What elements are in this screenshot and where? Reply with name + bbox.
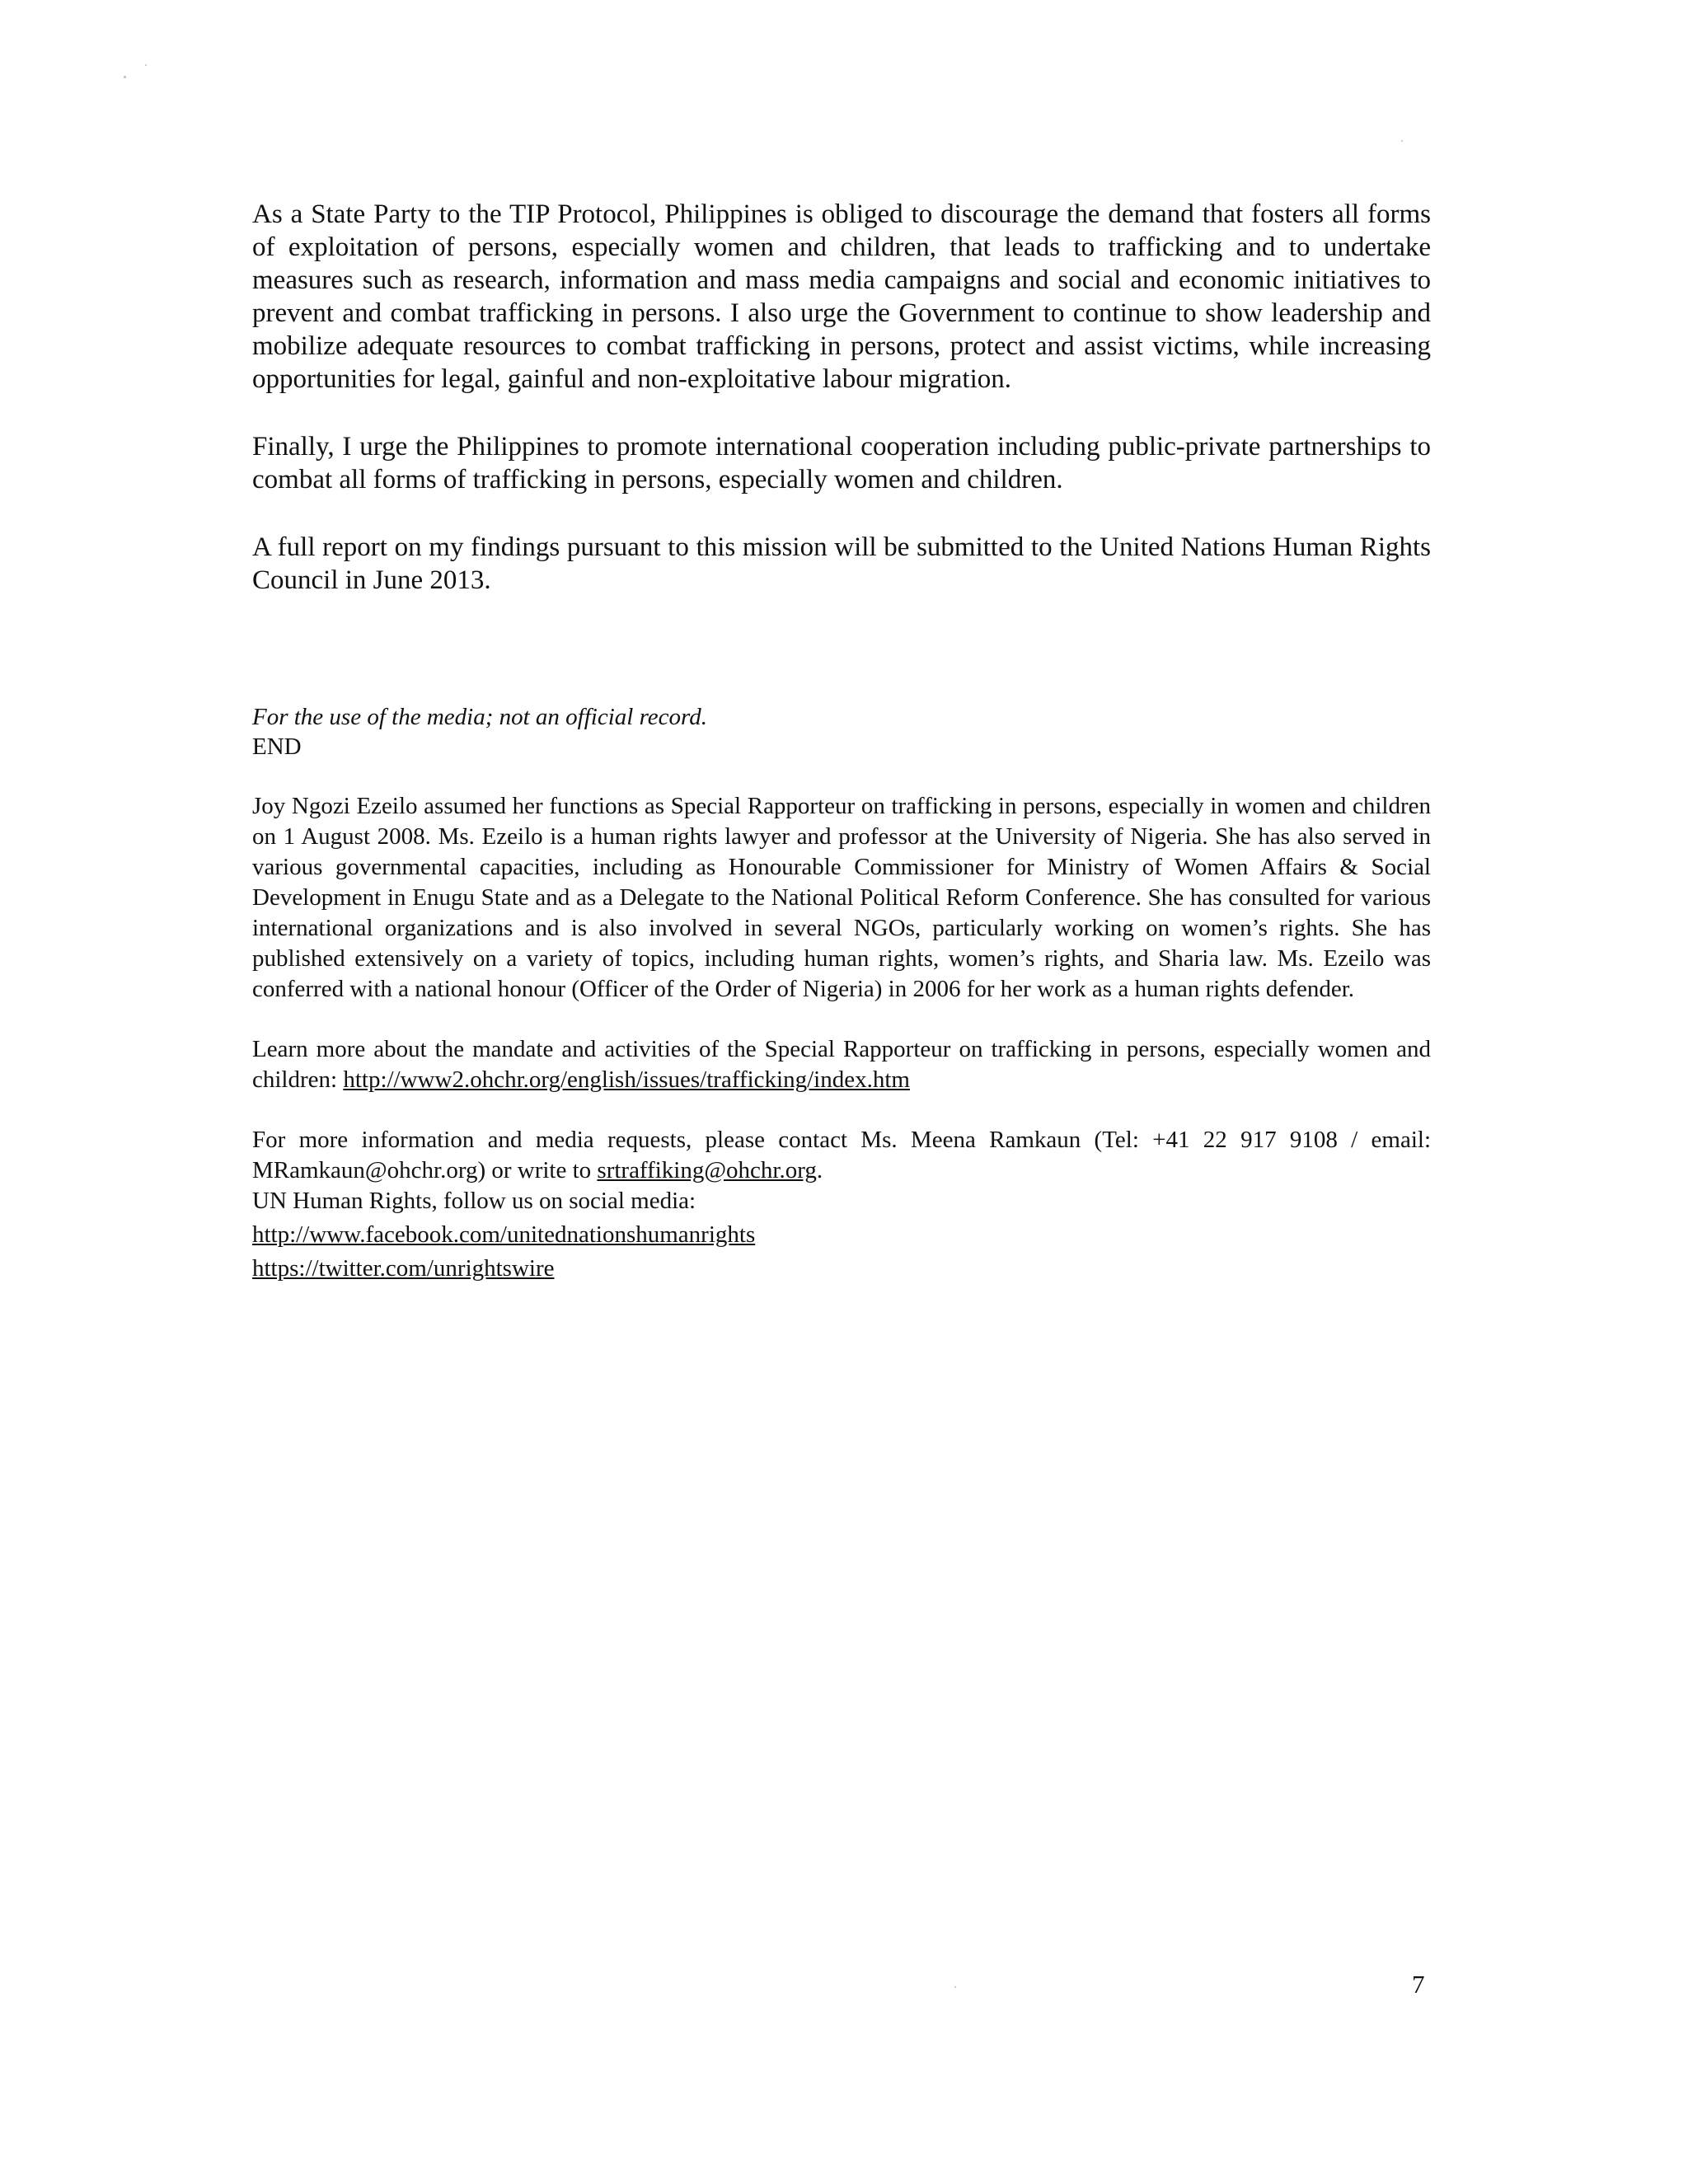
scan-speck [954, 1986, 956, 1988]
email-link[interactable]: srtraffiking@ohchr.org [597, 1157, 817, 1183]
scan-speck [1401, 140, 1403, 142]
paragraph-contact [252, 1125, 1431, 1284]
scan-speck [124, 76, 126, 78]
scan-speck [145, 64, 147, 66]
media-note [252, 702, 1431, 732]
media-note-text: For the use of the media; not an official record. [252, 704, 707, 730]
page-number: 7 [1412, 1970, 1425, 1999]
social-intro: UN Human Rights, follow us on social media: [252, 1188, 696, 1214]
contact-text-end: . [816, 1157, 823, 1183]
paragraph-biography: Joy Ngozi Ezeilo assumed her functions as Special Rapporteur on trafficking in persons, especially in women and children on 1 August 2008. Ms. Ezeilo is a human rights lawyer and professor at the University of Nigeria. She has also served in various governmental capacities, including as Honourable Commissioner for Ministry of Women Affairs & Social Development in Enugu State and as a Delegate to the National Political Reform Conference. She has consulted for various international organizations and is also involved in several NGOs, particularly working on women’s rights. She has published extensively on a variety of topics, including human rights, women’s rights, and Sharia law. Ms. Ezeilo was conferred with a national honour (Officer of the Order of Nigeria) in 2006 for her work as a human rights defender. [252, 793, 1431, 1002]
document-body [252, 198, 1431, 1284]
paragraph-learn-more [252, 1034, 1431, 1095]
facebook-link[interactable]: http://www.facebook.com/unitednationshumanrights [252, 1221, 756, 1248]
mandate-link[interactable]: http://www2.ohchr.org/english/issues/trafficking/index.htm [343, 1066, 910, 1093]
end-marker: END [252, 733, 302, 760]
contact-text: For more information and media requests, please contact Ms. Meena Ramkaun (Tel: +41 22 917 9108 / email: MRamkaun@ohchr.org) or write to [252, 1127, 1431, 1183]
twitter-link[interactable]: https://twitter.com/unrightswire [252, 1255, 555, 1282]
paragraph-full-report: A full report on my findings pursuant to this mission will be submitted to the United Nations Human Rights Council in June 2013. [252, 532, 1431, 595]
paragraph-tip-protocol: As a State Party to the TIP Protocol, Philippines is obliged to discourage the demand that fosters all forms of exploitation of persons, especially women and children, that leads to trafficking and to undertake measures such as research, information and mass media campaigns and social and economic initiatives to prevent and combat trafficking in persons. I also urge the Government to continue to show leadership and mobilize adequate resources to combat trafficking in persons, protect and assist victims, while increasing opportunities for legal, gainful and non-exploitative labour migration. [252, 199, 1431, 394]
paragraph-finally: Finally, I urge the Philippines to promote international cooperation including public-private partnerships to combat all forms of trafficking in persons, especially women and children. [252, 432, 1431, 494]
learn-more-text: Learn more about the mandate and activities of the Special Rapporteur on trafficking in persons, especially women and children: [252, 1036, 1431, 1093]
